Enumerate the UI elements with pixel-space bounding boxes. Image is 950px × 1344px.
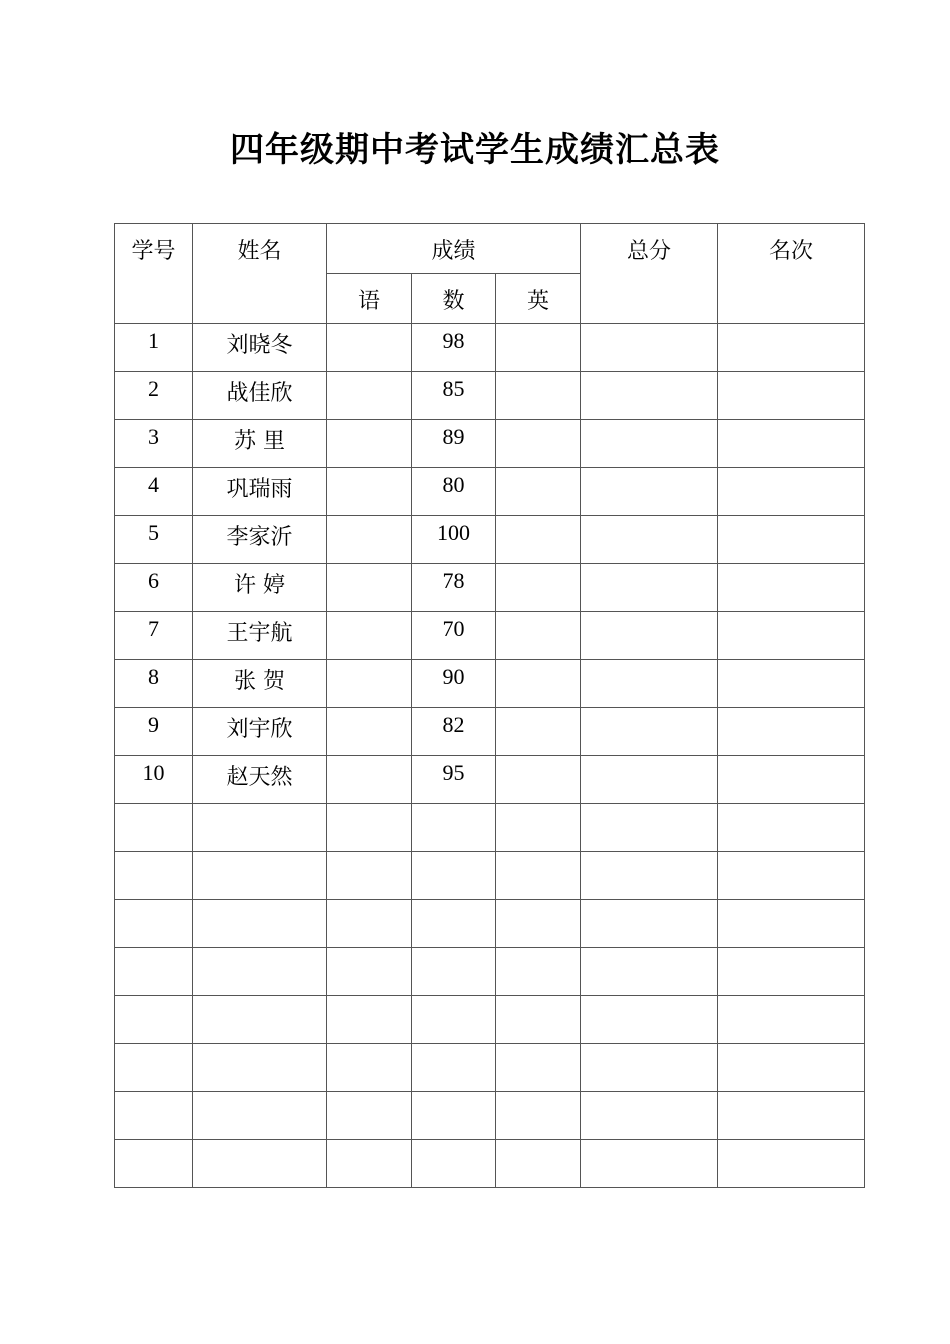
cell-math: 85 [412,372,496,420]
table-row [115,468,865,516]
cell-total [581,660,718,708]
cell-english [496,900,581,948]
cell-chinese [327,900,412,948]
cell-math: 90 [412,660,496,708]
cell-english [496,756,581,804]
cell-math [412,852,496,900]
cell-name [193,804,327,852]
cell-chinese [327,1092,412,1140]
cell-math [412,1140,496,1188]
cell-total [581,516,718,564]
header-scores: 成绩 [327,224,581,274]
cell-student-id [115,1092,193,1140]
cell-rank [718,468,865,516]
cell-total [581,1044,718,1092]
header-row-1 [115,224,865,274]
cell-total [581,900,718,948]
cell-rank [718,900,865,948]
cell-math [412,900,496,948]
cell-english [496,996,581,1044]
cell-name [193,948,327,996]
cell-student-id: 2 [115,372,193,420]
header-total: 总分 [581,224,718,324]
table-row [115,1044,865,1092]
cell-student-id: 9 [115,708,193,756]
cell-name: 苏 里 [193,420,327,468]
cell-english [496,516,581,564]
cell-math [412,1044,496,1092]
table-row [115,948,865,996]
cell-math [412,948,496,996]
cell-total [581,324,718,372]
cell-math [412,804,496,852]
cell-rank [718,852,865,900]
cell-chinese [327,420,412,468]
cell-chinese [327,996,412,1044]
table-row [115,660,865,708]
cell-rank [718,612,865,660]
cell-total [581,996,718,1044]
cell-chinese [327,852,412,900]
table-row [115,420,865,468]
cell-student-id: 3 [115,420,193,468]
cell-rank [718,420,865,468]
cell-rank [718,516,865,564]
cell-name [193,1044,327,1092]
cell-english [496,1092,581,1140]
cell-english [496,372,581,420]
header-english: 英 [496,274,581,324]
cell-chinese [327,660,412,708]
cell-chinese [327,468,412,516]
cell-chinese [327,804,412,852]
cell-chinese [327,372,412,420]
header-rank: 名次 [718,224,865,324]
cell-name [193,1140,327,1188]
cell-english [496,660,581,708]
cell-math: 70 [412,612,496,660]
cell-name: 王宇航 [193,612,327,660]
cell-student-id: 7 [115,612,193,660]
cell-total [581,804,718,852]
cell-chinese [327,1140,412,1188]
cell-total [581,948,718,996]
cell-student-id [115,900,193,948]
cell-english [496,324,581,372]
cell-chinese [327,708,412,756]
cell-name: 张 贺 [193,660,327,708]
header-student-id: 学号 [115,224,193,324]
cell-total [581,756,718,804]
cell-student-id: 8 [115,660,193,708]
cell-total [581,468,718,516]
cell-chinese [327,612,412,660]
cell-english [496,948,581,996]
cell-name: 赵天然 [193,756,327,804]
cell-math [412,1092,496,1140]
cell-total [581,708,718,756]
table-body [115,324,865,1188]
cell-name: 刘晓冬 [193,324,327,372]
cell-total [581,564,718,612]
cell-total [581,1140,718,1188]
table-row [115,708,865,756]
header-name: 姓名 [193,224,327,324]
cell-rank [718,1092,865,1140]
cell-student-id [115,948,193,996]
cell-name [193,996,327,1044]
table-row [115,564,865,612]
table-row [115,324,865,372]
cell-rank [718,564,865,612]
cell-rank [718,1140,865,1188]
cell-rank [718,948,865,996]
cell-total [581,372,718,420]
cell-rank [718,372,865,420]
cell-name [193,900,327,948]
table-row [115,900,865,948]
cell-rank [718,708,865,756]
cell-chinese [327,516,412,564]
cell-english [496,804,581,852]
cell-student-id [115,1044,193,1092]
cell-chinese [327,756,412,804]
cell-student-id: 5 [115,516,193,564]
cell-english [496,468,581,516]
table-row [115,996,865,1044]
cell-name [193,1092,327,1140]
cell-math: 98 [412,324,496,372]
cell-chinese [327,1044,412,1092]
cell-total [581,852,718,900]
cell-rank [718,324,865,372]
cell-english [496,1044,581,1092]
header-math: 数 [412,274,496,324]
cell-total [581,1092,718,1140]
cell-total [581,420,718,468]
cell-student-id: 10 [115,756,193,804]
cell-english [496,420,581,468]
table-row [115,852,865,900]
cell-rank [718,660,865,708]
table-row [115,756,865,804]
table-row [115,612,865,660]
cell-rank [718,1044,865,1092]
page-title: 四年级期中考试学生成绩汇总表 [230,130,720,170]
table-row [115,1140,865,1188]
score-table [114,223,865,1188]
cell-name: 巩瑞雨 [193,468,327,516]
cell-rank [718,756,865,804]
cell-name: 刘宇欣 [193,708,327,756]
cell-english [496,852,581,900]
cell-name [193,852,327,900]
cell-math [412,996,496,1044]
table-row [115,516,865,564]
cell-chinese [327,948,412,996]
cell-student-id [115,852,193,900]
table-row [115,372,865,420]
cell-math: 80 [412,468,496,516]
cell-student-id: 6 [115,564,193,612]
cell-student-id [115,804,193,852]
cell-chinese [327,324,412,372]
table-row [115,1092,865,1140]
cell-chinese [327,564,412,612]
cell-student-id: 1 [115,324,193,372]
cell-math: 78 [412,564,496,612]
cell-total [581,612,718,660]
cell-student-id [115,996,193,1044]
cell-name: 许 婷 [193,564,327,612]
cell-english [496,564,581,612]
cell-rank [718,996,865,1044]
cell-name: 李家沂 [193,516,327,564]
cell-english [496,708,581,756]
cell-english [496,1140,581,1188]
cell-math: 82 [412,708,496,756]
cell-rank [718,804,865,852]
cell-math: 89 [412,420,496,468]
cell-student-id [115,1140,193,1188]
header-chinese: 语 [327,274,412,324]
cell-math: 100 [412,516,496,564]
cell-name: 战佳欣 [193,372,327,420]
table-row [115,804,865,852]
cell-student-id: 4 [115,468,193,516]
cell-math: 95 [412,756,496,804]
cell-english [496,612,581,660]
